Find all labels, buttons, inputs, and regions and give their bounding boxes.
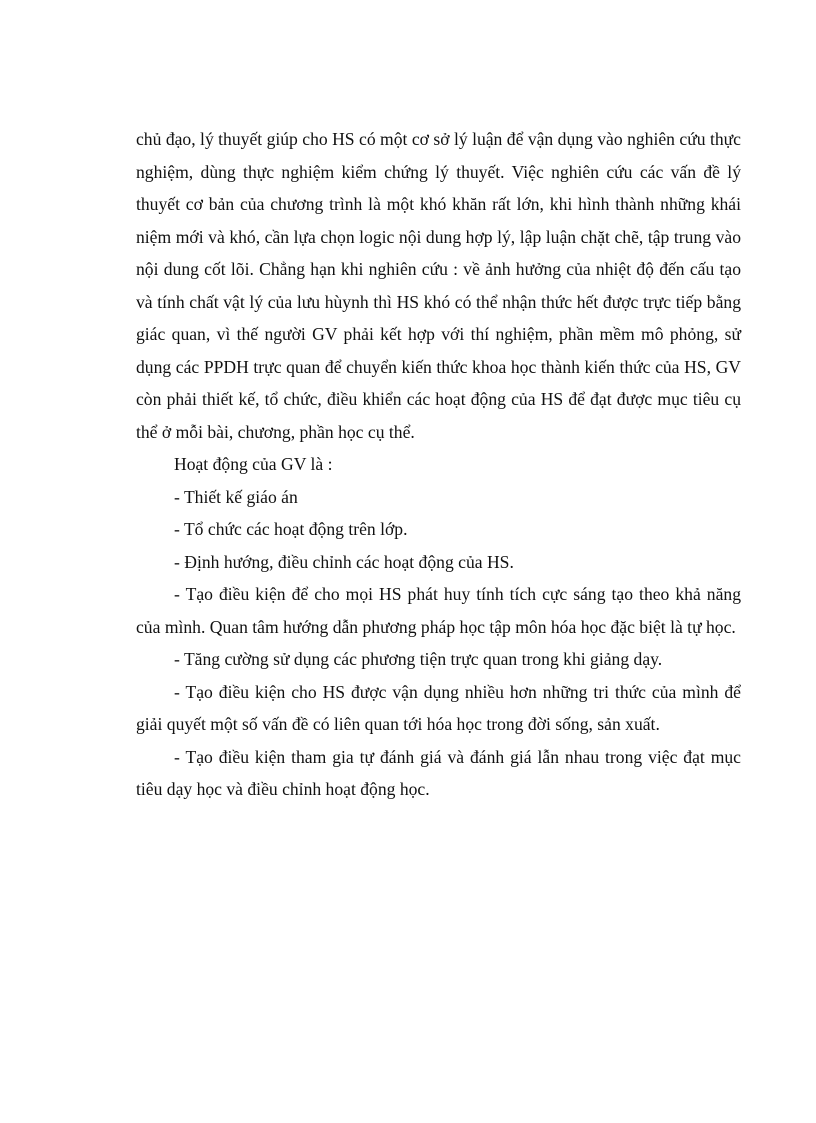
- list-item-organize-activities: - Tổ chức các hoạt động trên lớp.: [174, 519, 408, 539]
- list-item-orient-adjust: - Định hướng, điều chỉnh các hoạt động của HS.: [174, 551, 514, 572]
- list-item-promote-creativity: - Tạo điều kiện để cho mọi HS phát huy tính tích cực sáng tạo theo khả năng của mình. Quan tâm hướng dẫn phương pháp học tập môn hóa học đặc biệt là tự học.: [136, 584, 741, 637]
- document-body: [136, 123, 741, 806]
- paragraph-intro-continuation: chủ đạo, lý thuyết giúp cho HS có một cơ sở lý luận để vận dụng vào nghiên cứu thực nghiệm, dùng thực nghiệm kiểm chứng lý thuyết. Việc nghiên cứu các vấn đề lý thuyết cơ bản của chương trình là một khó khăn rất lớn, khi hình thành những khái niệm mới và khó, cần lựa chọn logic nội dung hợp lý, lập luận chặt chẽ, tập trung vào nội dung cốt lõi. Chẳng hạn khi nghiên cứu : về ảnh hưởng của nhiệt độ đến cấu tạo và tính chất vật lý của lưu hùynh thì HS khó có thể nhận thức hết được trực tiếp bằng giác quan, vì thế người GV phải kết hợp với thí nghiệm, phần mềm mô phỏng, sử dụng các PPDH trực quan để chuyển kiến thức khoa học thành kiến thức của HS, GV còn phải thiết kế, tổ chức, điều khiển các hoạt động của HS để đạt được mục tiêu cụ thể ở mỗi bài, chương, phần học cụ thể.: [136, 129, 741, 442]
- list-item-lesson-design: - Thiết kế giáo án: [174, 486, 298, 507]
- list-item-visual-aids: - Tăng cường sử dụng các phương tiện trực quan trong khi giảng dạy.: [174, 649, 663, 669]
- list-item-self-assessment: - Tạo điều kiện tham gia tự đánh giá và đánh giá lẫn nhau trong việc đạt mục tiêu dạy học và điều chỉnh hoạt động học.: [136, 746, 741, 799]
- list-item-apply-knowledge: - Tạo điều kiện cho HS được vận dụng nhiều hơn những tri thức của mình để giải quyết một số vấn đề có liên quan tới hóa học trong đời sống, sản xuất.: [136, 681, 741, 734]
- paragraph-teacher-activities-heading: Hoạt động của GV là :: [174, 454, 333, 474]
